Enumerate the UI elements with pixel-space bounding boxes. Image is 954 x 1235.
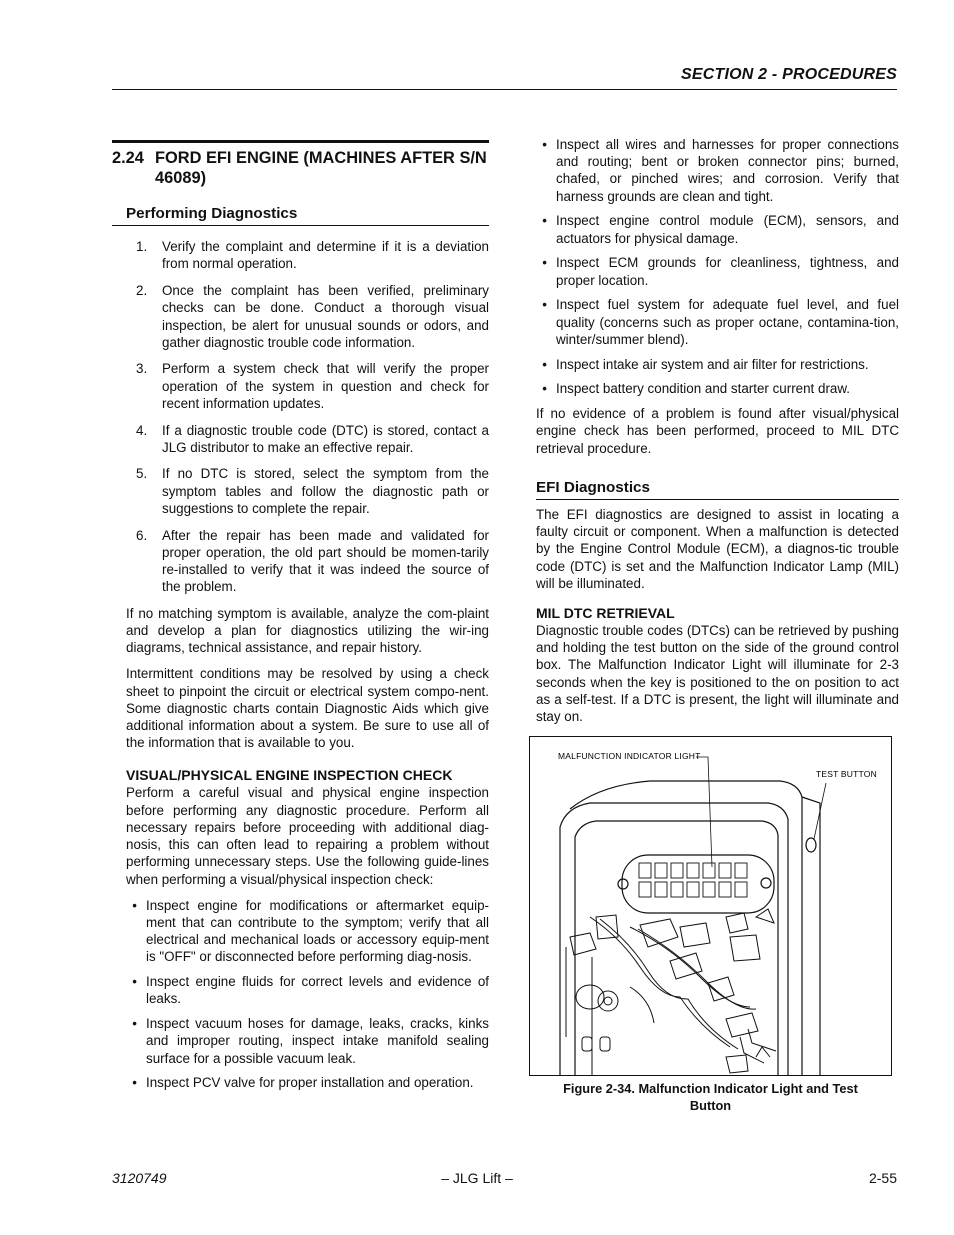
section-number: 2.24 — [112, 149, 144, 167]
mil-dtc-heading: MIL DTC RETRIEVAL — [536, 605, 675, 622]
section-title: FORD EFI ENGINE (MACHINES AFTER S/N 46089) — [155, 149, 487, 187]
no-symptom-paragraph: If no matching symptom is available, analyze the com-plaint and develop a plan for diagnostics utilizing the wir-ing diagrams, technical assistance, and repair history. — [126, 605, 489, 656]
control-box-illustration — [530, 737, 891, 1075]
section-header: SECTION 2 - PROCEDURES — [681, 66, 897, 83]
list-item: 1. Verify the complaint and determine if it is a deviation from normal operation. — [136, 239, 489, 272]
list-item: 6. After the repair has been made and validated for proper operation, the old part should be momen-tarily re-installed to verify that it was indeed the source of the problem. — [136, 527, 489, 595]
list-item: 4. If a diagnostic trouble code (DTC) is stored, contact a JLG distributor to make an effective repair. — [136, 422, 489, 455]
list-item: • Inspect engine for modifications or aftermarket equip-ment that can contribute to the symptom; verify that all electrical and mechanical loads or accessory equip-ment is "OFF" or disconnected before performing diag-nosis. — [132, 897, 489, 965]
list-item: • Inspect engine fluids for correct levels and evidence of leaks. — [132, 974, 489, 1007]
mil-dtc-paragraph: Diagnostic trouble codes (DTCs) can be retrieved by pushing and holding the test button on the side of the ground control box. The Malfunction Indicator Light will illuminate for 2-3 seconds when the key is positioned to the on position to act as a self-test. If a DTC is present, the light will illuminate and stay on. — [536, 623, 899, 725]
efi-diagnostics-paragraph: The EFI diagnostics are designed to assist in locating a faulty circuit or component. When a malfunction is detected by the Engine Control Module (ECM), a diagnos-tic trouble code (DTC) is set and the Malfunction Indicator Lamp (MIL) will be illuminated. — [536, 507, 899, 591]
document-number: 3120749 — [112, 1170, 167, 1186]
section-heading — [112, 148, 489, 188]
label-test-button: TEST BUTTON — [816, 769, 877, 779]
figure-caption — [529, 1080, 892, 1114]
section-bar — [112, 140, 489, 143]
list-item: • Inspect intake air system and air filter for restrictions. — [542, 356, 869, 372]
list-item: • Inspect battery condition and starter current draw. — [542, 381, 851, 397]
inspection-closing-paragraph: If no evidence of a problem is found after visual/physical engine check has been performed, proceed to MIL DTC retrieval procedure. — [536, 406, 899, 456]
list-item: • Inspect fuel system for adequate fuel level, and fuel quality (concerns such as proper octane, contamina-tion, winter/summer blend). — [542, 297, 899, 347]
inspection-bullets-right — [536, 136, 899, 398]
diagnostic-steps — [112, 238, 489, 595]
page-number: 2-55 — [868, 1170, 897, 1186]
list-item: 2. Once the complaint has been verified, preliminary checks can be done. Conduct a thorough visual inspection, be alert for unusual sounds or odors, and gather diagnostic trouble code information. — [136, 283, 489, 350]
list-item: 3. Perform a system check that will verify the proper operation of the system in question and check for recent information updates. — [136, 361, 489, 411]
list-item: • Inspect all wires and harnesses for proper connections and routing; bent or broken connector pins; burned, chafed, or pinched wires; and corrosion. Verify that harness grounds are clean and tight. — [542, 137, 899, 204]
efi-diagnostics-heading: EFI Diagnostics — [536, 479, 899, 500]
header-rule — [112, 89, 897, 90]
figure-2-34 — [529, 736, 892, 1076]
inspection-bullets-left — [112, 897, 489, 1092]
left-column — [112, 132, 489, 1099]
list-item: • Inspect ECM grounds for cleanliness, tightness, and proper location. — [542, 255, 899, 288]
list-item: • Inspect PCV valve for proper installation and operation. — [132, 1075, 474, 1091]
list-item: 5. If no DTC is stored, select the symptom from the symptom tables and follow the diagnostic path or suggestions to complete the repair. — [136, 466, 489, 516]
list-item: • Inspect vacuum hoses for damage, leaks, cracks, kinks and improper routing, inspect intake manifold sealing surface for a possible vacuum leak. — [132, 1016, 489, 1066]
visual-inspection-intro: Perform a careful visual and physical engine inspection before performing any diagnostic procedure. Perform all necessary repairs before proceeding with additional diag-nosis, this can often lead to repairing a problem without performing unnecessary steps. Use the following guide-lines when performing a visual/physical inspection check: — [126, 785, 489, 887]
figure-caption-line-1: Figure 2-34. Malfunction Indicator Light and Test — [563, 1081, 858, 1096]
figure-caption-line-2: Button — [689, 1098, 732, 1113]
right-column — [536, 136, 899, 725]
performing-diagnostics-heading: Performing Diagnostics — [112, 205, 489, 226]
intermittent-paragraph: Intermittent conditions may be resolved by using a check sheet to pinpoint the circuit or electrical system compo-nent. Some diagnostic charts contain Diagnostic Aids which give additional information about a system. Be sure to use all of the information that is available to you. — [126, 666, 489, 751]
footer-brand: – JLG Lift – — [441, 1170, 513, 1186]
list-item: • Inspect engine control module (ECM), sensors, and actuators for physical damage. — [542, 213, 899, 246]
visual-inspection-heading: VISUAL/PHYSICAL ENGINE INSPECTION CHECK — [126, 767, 453, 784]
label-malfunction-indicator-light: MALFUNCTION INDICATOR LIGHT — [558, 751, 701, 761]
